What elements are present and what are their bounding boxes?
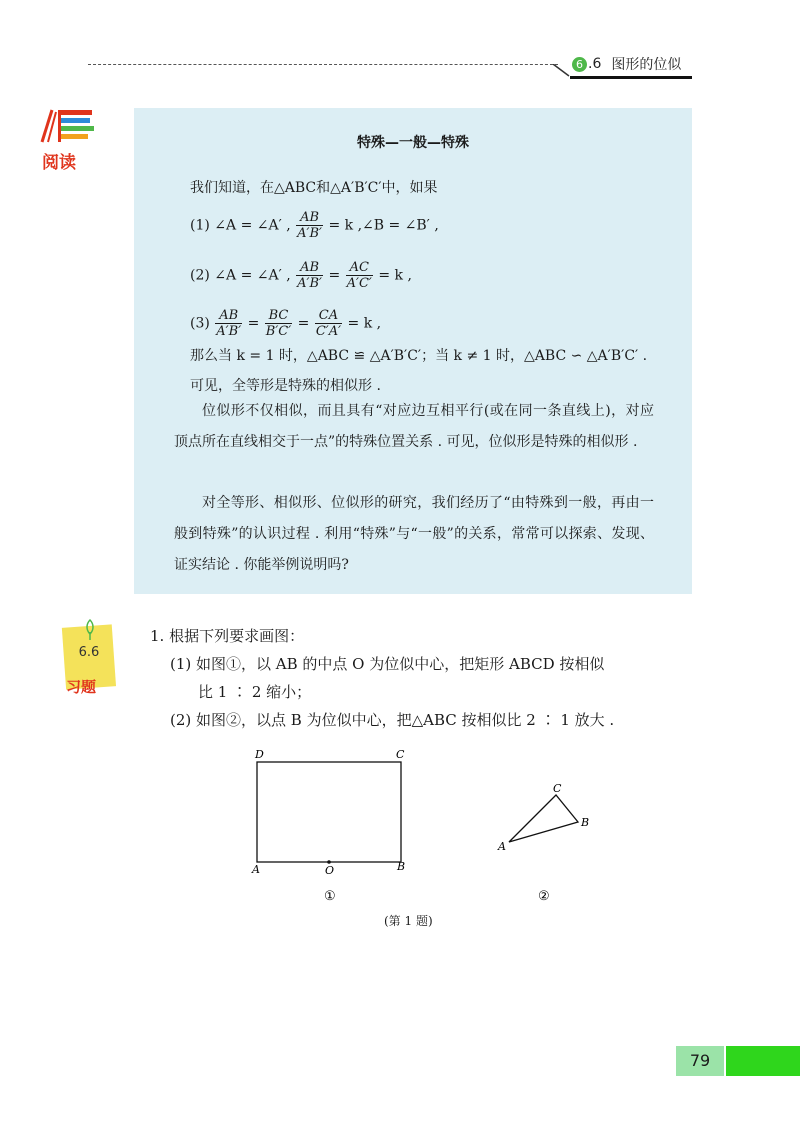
tri-label-a: A — [498, 840, 506, 853]
page-number: 79 — [676, 1046, 724, 1076]
reading-paragraph-3: 对全等形、相似形、位似形的研究，我们经历了“由特殊到一般，再由一般到特殊”的认识过程 . 利用“特殊”与“一般”的关系，常常可以探索、发现、证实结论 . 你能举例说明吗? — [174, 495, 654, 573]
condition-2-prefix: (2) ∠A = ∠A′ , — [190, 267, 291, 284]
reading-paragraph-1: 可见，全等形是特殊的相似形 . — [190, 378, 381, 394]
reading-box — [134, 108, 692, 594]
header-rule-bend — [553, 64, 571, 78]
header-dashed-rule — [88, 64, 558, 65]
question-1-part-a-line-1: (1) 如图①，以 AB 的中点 O 为位似中心，把矩形 ABCD 按相似 — [170, 655, 605, 673]
exercise-figure — [240, 744, 620, 934]
subfigure-2-label: ② — [538, 889, 550, 904]
rectangle-abcd — [257, 762, 401, 862]
equals-sign: = — [247, 315, 260, 332]
equals-sign: = — [328, 267, 341, 284]
label-d: D — [255, 748, 264, 761]
condition-3 — [190, 308, 381, 339]
page-number-tab — [726, 1046, 800, 1076]
condition-1 — [190, 210, 439, 241]
reading-intro: 我们知道，在△ABC和△A′B′C′中，如果 — [190, 180, 438, 196]
condition-1-suffix: = k ,∠B = ∠B′ , — [328, 217, 439, 234]
section-chapter-badge: 6 — [572, 57, 587, 72]
header-solid-bar — [570, 76, 692, 79]
figure-caption: (第 1 题) — [384, 914, 433, 928]
condition-2-suffix: = k , — [378, 267, 412, 284]
exercise-badge-number: 6.6 — [78, 645, 100, 660]
fraction-ab: $\frac{AB}{A'B'}$ — [216, 308, 242, 339]
section-header — [572, 52, 681, 76]
fraction-ac: $\frac{AC}{A'C'}$ — [346, 260, 372, 291]
condition-2 — [190, 260, 412, 291]
reading-paragraph-2: 位似形不仅相似，而且具有“对应边互相平行(或在同一条直线上)，对应顶点所在直线相交于一点”的特殊位置关系 . 可见，位似形是特殊的相似形 . — [174, 403, 654, 450]
label-a: A — [252, 863, 260, 876]
subfigure-1-label: ① — [324, 889, 336, 904]
section-number-rest: .6 — [588, 56, 602, 72]
triangle-abc — [509, 795, 578, 842]
condition-3-suffix: = k , — [347, 315, 382, 332]
tri-label-c: C — [553, 782, 562, 795]
label-o: O — [325, 864, 335, 877]
fraction-ab: $\frac{AB}{A'B'}$ — [297, 210, 322, 241]
fraction-ca: $\frac{CA}{C'A'}$ — [315, 308, 342, 339]
question-1-part-a-line-2: 比 1 ∶ 2 缩小； — [198, 683, 312, 701]
tri-label-b: B — [581, 816, 590, 829]
question-1-part-b: (2) 如图②，以点 B 为位似中心，把△ABC 按相似比 2 ∶ 1 放大 . — [170, 711, 615, 729]
equals-sign: = — [297, 315, 310, 332]
exercise-label: 习题 — [66, 678, 97, 696]
condition-3-prefix: (3) — [190, 315, 210, 332]
fraction-bc: $\frac{BC}{B'C'}$ — [265, 308, 292, 339]
reading-label: 阅读 — [42, 153, 76, 173]
reading-title: 特殊—一般—特殊 — [357, 135, 469, 151]
condition-1-prefix: (1) ∠A = ∠A′ , — [190, 217, 291, 234]
section-title: 图形的位似 — [611, 57, 682, 73]
question-1: 1. 根据下列要求画图： — [150, 627, 305, 645]
label-c: C — [396, 748, 405, 761]
label-b: B — [397, 860, 406, 873]
fraction-ab: $\frac{AB}{A'B'}$ — [297, 260, 322, 291]
reading-conclusion: 那么当 k = 1 时，△ABC ≌ △A′B′C′；当 k ≠ 1 时，△ABC ∽ △A′B′C′ . — [190, 348, 648, 364]
